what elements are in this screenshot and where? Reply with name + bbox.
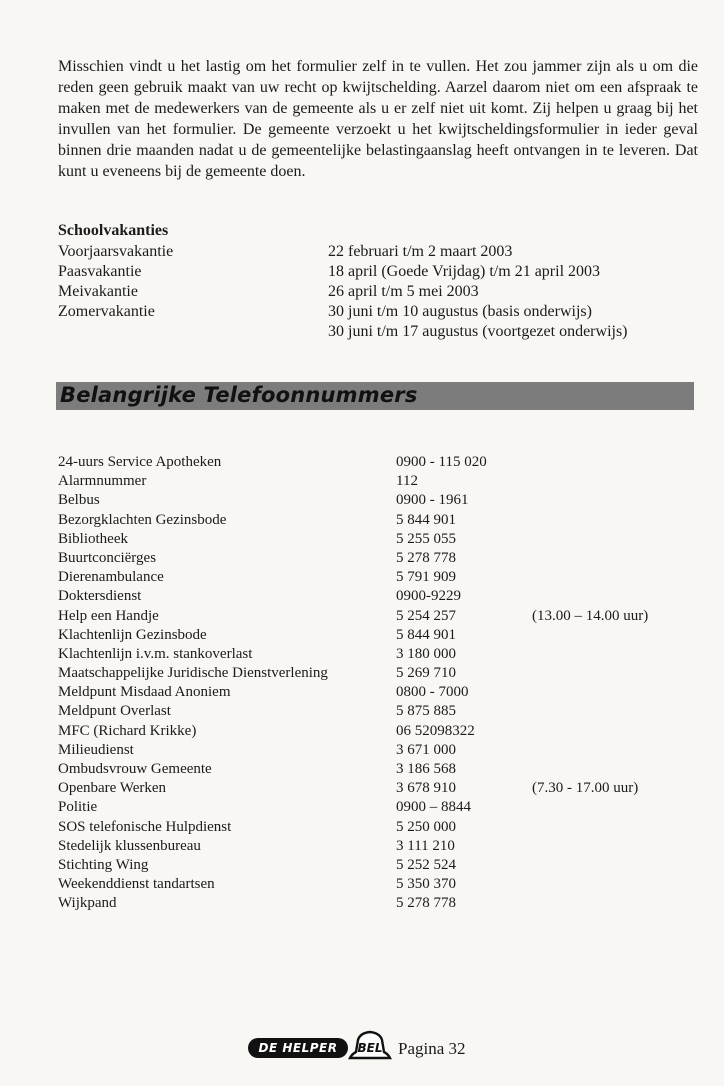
- phone-entry-number: 3 111 210: [396, 837, 455, 854]
- helper-bel-logo: DE HELPER: [248, 1038, 348, 1058]
- phone-entry-name: Openbare Werken: [58, 780, 167, 797]
- phone-entry-number: 0900 – 8844: [396, 799, 471, 816]
- phone-row: [58, 760, 718, 779]
- phone-entry-number: 5 278 778: [396, 549, 456, 566]
- svg-text:BEL: BEL: [357, 1041, 383, 1055]
- phone-entry-hours: (7.30 - 17.00 uur): [532, 780, 639, 797]
- phone-row: [58, 741, 718, 760]
- phone-entry-number: 0900-9229: [396, 588, 461, 605]
- phone-row: [58, 549, 718, 568]
- phone-entry-name: Stedelijk klussenbureau: [58, 837, 201, 854]
- phone-entry-name: Politie: [58, 799, 98, 816]
- phone-entry-name: Buurtconciërges: [58, 549, 157, 566]
- vacation-name: Paasvakantie: [58, 263, 142, 280]
- vacation-dates: 30 juni t/m 10 augustus (basis onderwijs): [328, 303, 592, 320]
- phone-entry-number: 5 844 901: [396, 511, 456, 528]
- phone-entry-number: 5 278 778: [396, 895, 456, 912]
- phone-entry-name: Wijkpand: [58, 895, 117, 912]
- intro-paragraph: Misschien vindt u het lastig om het formulier zelf in te vullen. Het zou jammer zijn als u om die reden geen gebruik maakt van uw recht op kwijtschelding. Aarzel daarom niet om een afspraak te maken met de medewerkers van de gemeente als u er zelf niet uit komt. Zij helpen u graag bij het invullen van het formulier. De gemeente verzoekt u het kwijtscheldingsformulier in ieder geval binnen drie maanden nadat u de gemeentelijke belastingaanslag heeft ontvangen in te leveren. Dat kunt u eveneens bij de gemeente doen.: [58, 58, 698, 180]
- phone-row: [58, 645, 718, 664]
- phone-entry-number: 5 350 370: [396, 876, 456, 893]
- vacation-dates: 26 april t/m 5 mei 2003: [328, 283, 479, 300]
- phone-row: [58, 856, 718, 875]
- phone-row: [58, 664, 718, 683]
- phone-section-title: Belangrijke Telefoonnummers: [60, 383, 418, 407]
- vacation-row: [58, 242, 512, 262]
- phone-row: [58, 702, 718, 721]
- phone-entry-number: 0900 - 1961: [396, 492, 469, 509]
- phone-row: [58, 798, 718, 817]
- phone-entry-name: Bibliotheek: [58, 530, 128, 547]
- bell-icon: [344, 1030, 398, 1062]
- vacation-row: [58, 282, 479, 302]
- phone-entry-number: 5 255 055: [396, 530, 456, 547]
- phone-entry-number: 3 180 000: [396, 645, 456, 662]
- vacation-row: [58, 262, 600, 282]
- phone-row: [58, 837, 718, 856]
- phone-row: [58, 530, 718, 549]
- phone-row: [58, 683, 718, 702]
- phone-entry-number: 0900 - 115 020: [396, 454, 487, 470]
- phone-entry-name: Weekenddienst tandartsen: [58, 876, 215, 893]
- phone-entry-number: 0800 - 7000: [396, 684, 469, 701]
- phone-entry-number: 5 791 909: [396, 569, 456, 586]
- phone-entry-name: Milieudienst: [58, 741, 134, 758]
- phone-entry-name: Stichting Wing: [58, 856, 149, 873]
- phone-entry-number: 3 671 000: [396, 741, 456, 758]
- vacation-dates: 22 februari t/m 2 maart 2003: [328, 243, 513, 260]
- phone-row: [58, 587, 718, 606]
- phone-entry-name: Ombudsvrouw Gemeente: [58, 761, 212, 777]
- phone-row: [58, 779, 718, 798]
- phone-row: [58, 875, 718, 894]
- phone-entry-name: SOS telefonische Hulpdienst: [58, 818, 232, 835]
- phone-entry-name: Klachtenlijn Gezinsbode: [58, 626, 207, 643]
- vacation-name: Zomervakantie: [58, 303, 155, 320]
- page-number: Pagina 32: [398, 1039, 466, 1058]
- phone-entry-name: Meldpunt Overlast: [58, 703, 171, 720]
- phone-entry-name: Doktersdienst: [58, 588, 142, 605]
- vacation-name: Voorjaarsvakantie: [58, 243, 174, 260]
- phone-row: [58, 472, 718, 491]
- vacation-name: Meivakantie: [58, 283, 138, 300]
- phone-row: [58, 568, 718, 587]
- phone-entry-number: 5 252 524: [396, 856, 456, 873]
- phone-row: [58, 626, 718, 645]
- phone-entry-number: 06 52098322: [396, 722, 475, 739]
- vacation-row: [58, 322, 628, 342]
- phone-entry-number: 3 186 568: [396, 761, 456, 777]
- phone-entry-name: Bezorgklachten Gezinsbode: [58, 511, 227, 528]
- phone-entry-name: Belbus: [58, 492, 100, 509]
- phone-row: [58, 818, 718, 837]
- phone-entry-name: MFC (Richard Krikke): [58, 722, 197, 739]
- phone-entry-name: Alarmnummer: [58, 473, 147, 490]
- phone-entry-number: 5 250 000: [396, 818, 456, 835]
- phone-entry-name: 24-uurs Service Apotheken: [58, 454, 222, 470]
- phone-entry-name: Meldpunt Misdaad Anoniem: [58, 684, 231, 701]
- vacation-dates: 18 april (Goede Vrijdag) t/m 21 april 2003: [328, 263, 601, 280]
- vacation-row: [58, 302, 592, 322]
- phone-list: [58, 453, 718, 914]
- phone-entry-name: Dierenambulance: [58, 569, 164, 586]
- phone-row: [58, 894, 718, 913]
- vacation-dates: 30 juni t/m 17 augustus (voortgezet onderwijs): [328, 323, 628, 340]
- phone-entry-number: 5 269 710: [396, 665, 456, 682]
- phone-entry-name: Help een Handje: [58, 607, 159, 624]
- phone-entry-number: 112: [396, 473, 418, 490]
- phone-row: [58, 607, 718, 626]
- phone-row: [58, 491, 718, 510]
- school-vacations-title: Schoolvakanties: [58, 222, 169, 239]
- phone-row: [58, 453, 718, 472]
- phone-entry-number: 3 678 910: [396, 780, 456, 797]
- phone-entry-hours: (13.00 – 14.00 uur): [532, 607, 649, 624]
- phone-row: [58, 722, 718, 741]
- phone-row: [58, 511, 718, 530]
- phone-entry-name: Maatschappelijke Juridische Dienstverlening: [58, 665, 328, 682]
- phone-entry-number: 5 844 901: [396, 626, 456, 643]
- phone-entry-number: 5 875 885: [396, 703, 456, 720]
- phone-entry-number: 5 254 257: [396, 607, 456, 624]
- phone-entry-name: Klachtenlijn i.v.m. stankoverlast: [58, 645, 253, 662]
